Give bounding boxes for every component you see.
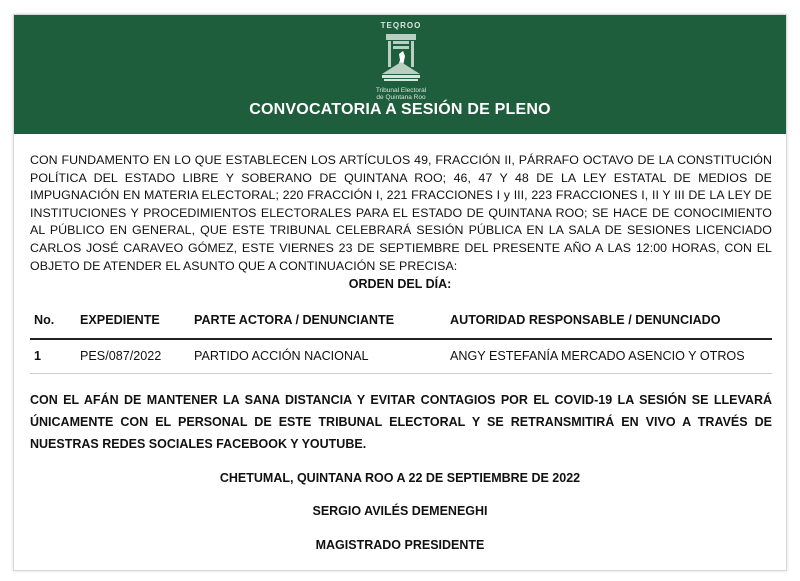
- covid-notice: CON EL AFÁN DE MANTENER LA SANA DISTANCIA Y EVITAR CONTAGIOS POR EL COVID-19 LA SESIÓN SE LLEVARÁ ÚNICAMENTE CON EL PERSONAL DE ESTE TRIBUNAL ELECTORAL Y SE RETRANSMITIRÁ EN VIVO A TRAVÉS DE NUESTRAS REDES SOCIALES FACEBOOK Y YOUTUBE.: [30, 393, 772, 451]
- agenda-table: [30, 311, 772, 374]
- cell-parte: PARTIDO ACCIÓN NACIONAL: [190, 339, 446, 374]
- agenda-header-row: [30, 311, 772, 339]
- agenda-heading: ORDEN DEL DÍA:: [348, 277, 452, 291]
- column-header-parte: PARTE ACTORA / DENUNCIANTE: [190, 311, 446, 339]
- teqroo-logo: [366, 21, 436, 101]
- signer-title: MAGISTRADO PRESIDENTE: [315, 538, 485, 552]
- cell-autoridad: ANGY ESTEFANÍA MERCADO ASENCIO Y OTROS: [446, 339, 772, 374]
- tribunal-emblem-icon: [380, 32, 422, 86]
- table-row: [30, 339, 772, 374]
- logo-acronym: TEQROO: [380, 21, 422, 30]
- logo-caption-line-1: Tribunal Electoral: [375, 87, 427, 94]
- cell-no: 1: [30, 339, 76, 374]
- cell-expediente: PES/087/2022: [76, 339, 190, 374]
- place-date: CHETUMAL, QUINTANA ROO A 22 DE SEPTIEMBRE DE 2022: [219, 471, 581, 485]
- column-header-expediente: EXPEDIENTE: [76, 311, 190, 339]
- signer-name: SERGIO AVILÉS DEMENEGHI: [312, 504, 488, 518]
- logo-caption-line-2: de Quintana Roo: [376, 94, 426, 101]
- announcement-card: [13, 14, 787, 571]
- column-header-autoridad: AUTORIDAD RESPONSABLE / DENUNCIADO: [446, 311, 772, 339]
- logo-caption: [366, 87, 436, 101]
- intro-paragraph: CON FUNDAMENTO EN LO QUE ESTABLECEN LOS ARTÍCULOS 49, FRACCIÓN II, PÁRRAFO OCTAVO DE LA CONSTITUCIÓN POLÍTICA DEL ESTADO LIBRE Y SOBERANO DE QUINTANA ROO; 46, 47 Y 48 DE LA LEY ESTATAL DE MEDIOS DE IMPUGNACIÓN EN MATERIA ELECTORAL; 220 FRACCIÓN I, 221 FRACCIONES I y III, 223 FRACCIONES I, II Y III DE LA LEY DE INSTITUCIONES Y PROCEDIMIENTOS ELECTORALES PARA EL ESTADO DE QUINTANA ROO; SE HACE DE CONOCIMIENTO AL PÚBLICO EN GENERAL, QUE ESTE TRIBUNAL CELEBRARÁ SESIÓN PÚBLICA EN LA SALA DE SESIONES LICENCIADO CARLOS JOSÉ CARAVEO GÓMEZ, ESTE VIERNES 23 DE SEPTIEMBRE DEL PRESENTE AÑO A LAS 12:00 HORAS, CON EL OBJETO DE ATENDER EL ASUNTO QUE A CONTINUACIÓN SE PRECISA:: [30, 153, 772, 273]
- header-banner: [14, 15, 786, 134]
- page-title: CONVOCATORIA A SESIÓN DE PLENO: [249, 101, 551, 118]
- column-header-no: No.: [30, 311, 76, 339]
